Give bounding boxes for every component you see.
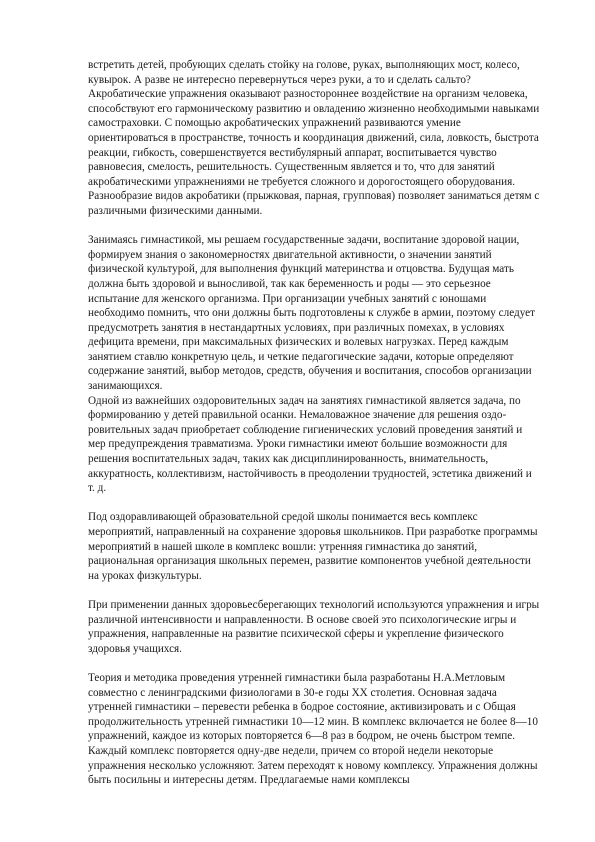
paragraph-gymnastics-tasks: Занимаясь гимнастикой, мы решаем государственные задачи, воспитание здоровой нации, формируем знания о закономерностях двигательной активности, о значении занятий физической культурой, для выполнения функций материнства и отцовства. Будущая мать должна быть здоровой и выносливой, так как беременность и роды — это серьезное испытание для женского организма. При организации учебных занятий с юношами необходимо помнить, что они должны быть подготовлены к службе в армии, поэтому следует предусмотреть занятия в нестандартных условиях, при различных помехах, в условиях дефицита времени, при максимальных физических и волевых нагрузках. Перед каждым занятием ставлю конкретную цель, и четкие педагогические задачи, которые определяют содержание занятий, выбор методов, средств, обучения и воспитания, способов организации занимающихся. xyxy=(88,234,536,393)
paragraph-school-environment: Под оздоравливающей образовательной средой школы понимается весь комплекс мероприятий, направленный на сохранение здоровья школьников. При разработке программы мероприятий в нашей школе в комплекс вошли: утренняя гимнастика до занятий, рациональная организация школьных перемен, развитие компонентов учебной деятельности на уроках физкультуры. xyxy=(88,511,538,582)
document-body xyxy=(88,58,540,802)
paragraph-health-technologies: При применении данных здоровьесберегающих технологий используются упражнения и игры различной интенсивности и направленности. В основе своей это психологические игры и упражнения, направленные на развитие психической сферы и укрепление физического здоровья учащихся. xyxy=(88,598,540,655)
paragraph-morning-gymnastics: Теория и методика проведения утренней гимнастики была разработаны Н.А.Метловым совместно с ленинградскими физиологами в 30-е годы XX столетия. Основная задача утренней гимнастики – перевести ребенка в бодрое состояние, активизировать и с Общая продолжительность утренней гимнастики 10—12 мин. В комплекс включается не более 8—10 упражнений, каждое из которых повторяется 6—8 раз в бодром, не очень быстром темпе. Каждый комплекс повторяется одну-две недели, причем со второй недели некоторые упражнения несколько усложняют. Затем переходят к новому комплексу. Упражнения должны быть посильны и интересны детям. Предлагаемые нами комплексы xyxy=(88,671,538,787)
paragraph-posture: Одной из важнейших оздоровительных задач на занятиях гимнастикой является задача, по формированию у детей правильной осанки. Немаловажное значение для решения оздо-ровительных задач приобретает соблюдение гигиенических условий проведения занятий и мер предупреждения травматизма. Уроки гимнастики имеют большие возможности для решения воспитательных задач, таких как дисциплинированность, внимательность, аккуратность, коллективизм, настойчивость в преодолении трудностей, эстетика движений и т. д. xyxy=(88,394,532,495)
paragraph-acrobatics: встретить детей, пробующих сделать стойку на голове, руках, выполняющих мост, колесо, кувырок. А разве не интересно перевернуться через руки, а то и сделать сальто? Акробатические упражнения оказывают разностороннее воздействие на организм человека, способствуют его гармоническому развитию и овладению жизненно необходимыми навыками самостраховки. С помощью акробатических упражнений развиваются умение ориентироваться в пространстве, точность и координация движений, сила, ловкость, быстрота реакции, гибкость, совершенствуется вестибулярный аппарат, воспитывается чувство равновесия, смелость, решительность. Существенным является и то, что для занятий акробатическими упражнениями не требуется сложного и дорогостоящего оборудования. Разнообразие видов акробатики (прыжковая, парная, групповая) позволяет заниматься детям с различными физическими данными. xyxy=(88,59,540,217)
